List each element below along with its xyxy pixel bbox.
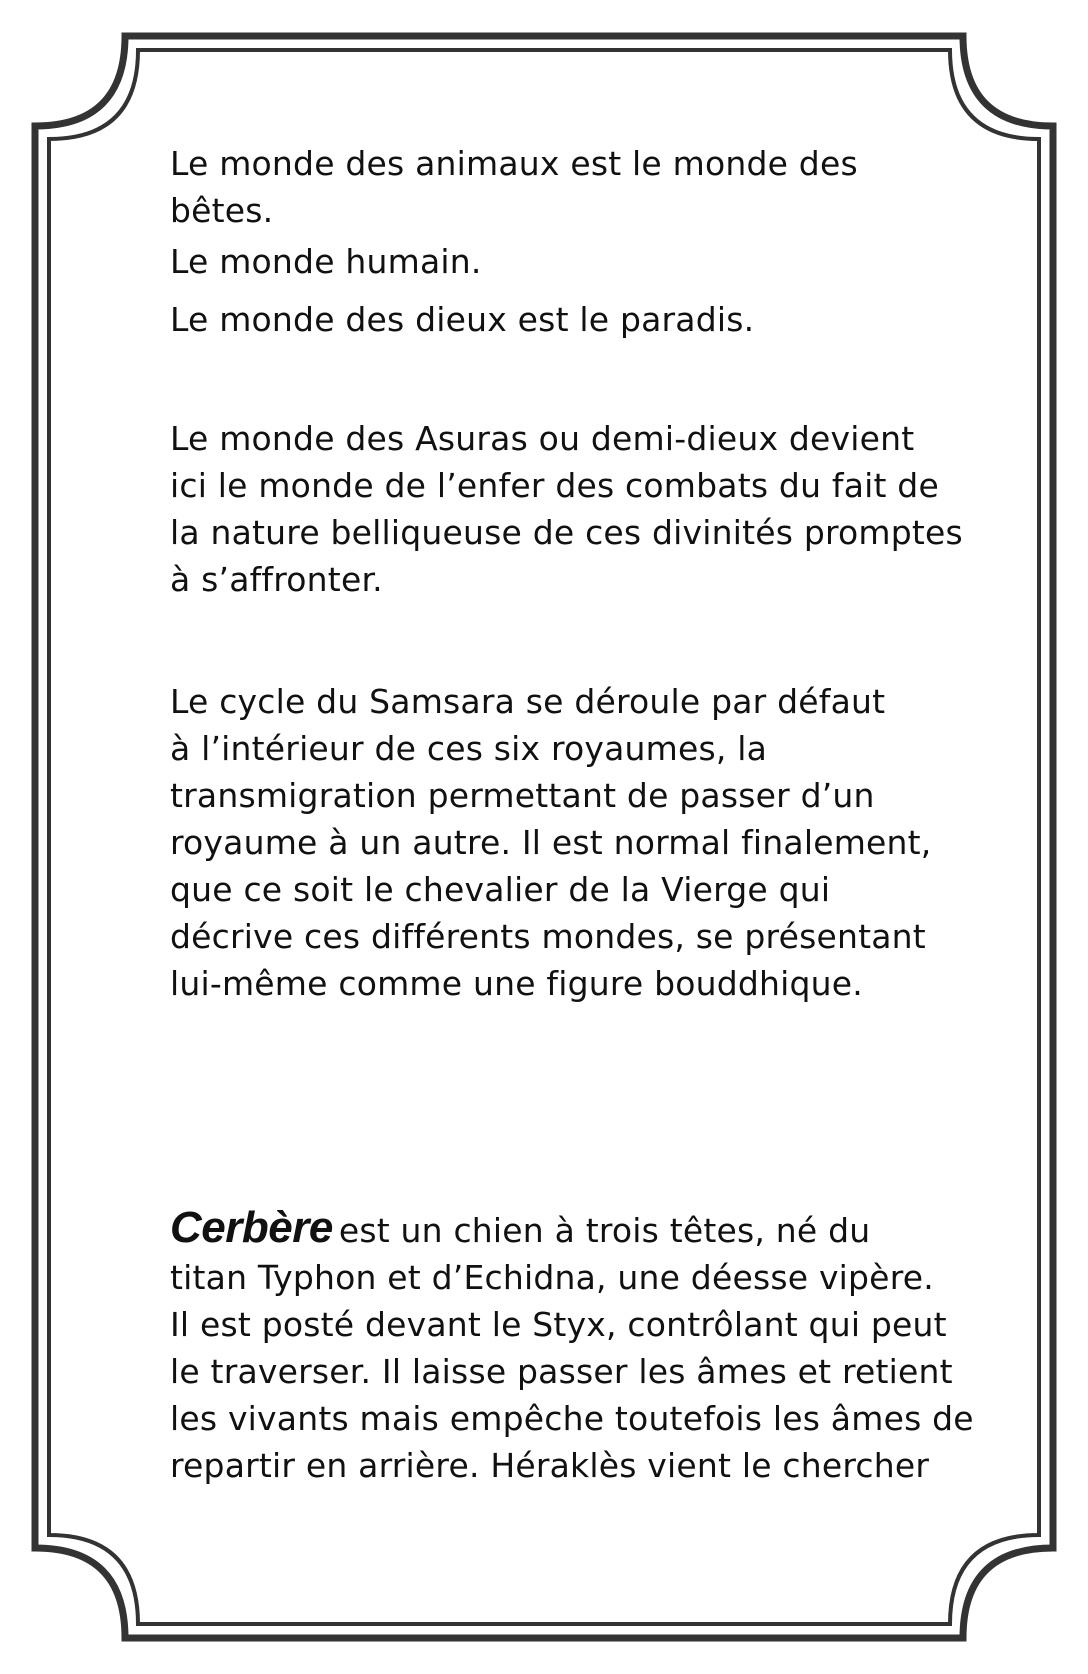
paragraph-human-world — [170, 238, 482, 285]
text-line: le traverser. Il laisse passer les âmes et retient — [170, 1352, 953, 1391]
entry-term: Cerbère — [170, 1203, 333, 1252]
text-line: Il est posté devant le Styx, contrôlant qui peut — [170, 1305, 947, 1344]
text-line — [170, 1204, 974, 1254]
text-line: que ce soit le chevalier de la Vierge qui — [170, 870, 831, 909]
paragraph-samsara-cycle — [170, 678, 932, 1007]
text-line: les vivants mais empêche toutefois les âmes de — [170, 1399, 974, 1438]
text-line: Le monde des Asuras ou demi-dieux devient — [170, 419, 915, 458]
paragraph-asuras-world — [170, 415, 963, 603]
text-line: repartir en arrière. Héraklès vient le chercher — [170, 1446, 930, 1485]
text-line: Le cycle du Samsara se déroule par défaut — [170, 682, 886, 721]
text-line: à l’intérieur de ces six royaumes, la — [170, 729, 768, 768]
text-line: transmigration permettant de passer d’un — [170, 776, 875, 815]
text-line: ici le monde de l’enfer des combats du fait de — [170, 466, 939, 505]
paragraph-gods-world — [170, 296, 754, 343]
text-line: royaume à un autre. Il est normal finalement, — [170, 823, 932, 862]
text-line: lui-même comme une figure bouddhique. — [170, 964, 863, 1003]
text-line: décrive ces différents mondes, se présentant — [170, 917, 926, 956]
entry-cerbere — [170, 1204, 974, 1489]
text-line: titan Typhon et d’Echidna, une déesse vipère. — [170, 1258, 934, 1297]
text-line: à s’affronter. — [170, 560, 383, 599]
entry-first-line: est un chien à trois têtes, né du — [338, 1211, 871, 1250]
paragraph-animal-world — [170, 140, 858, 234]
text-line: la nature belliqueuse de ces divinités promptes — [170, 513, 963, 552]
text-line: Le monde humain. — [170, 242, 482, 281]
text-line: Le monde des animaux est le monde des — [170, 144, 858, 183]
text-line: Le monde des dieux est le paradis. — [170, 300, 755, 339]
text-line: bêtes. — [170, 191, 274, 230]
